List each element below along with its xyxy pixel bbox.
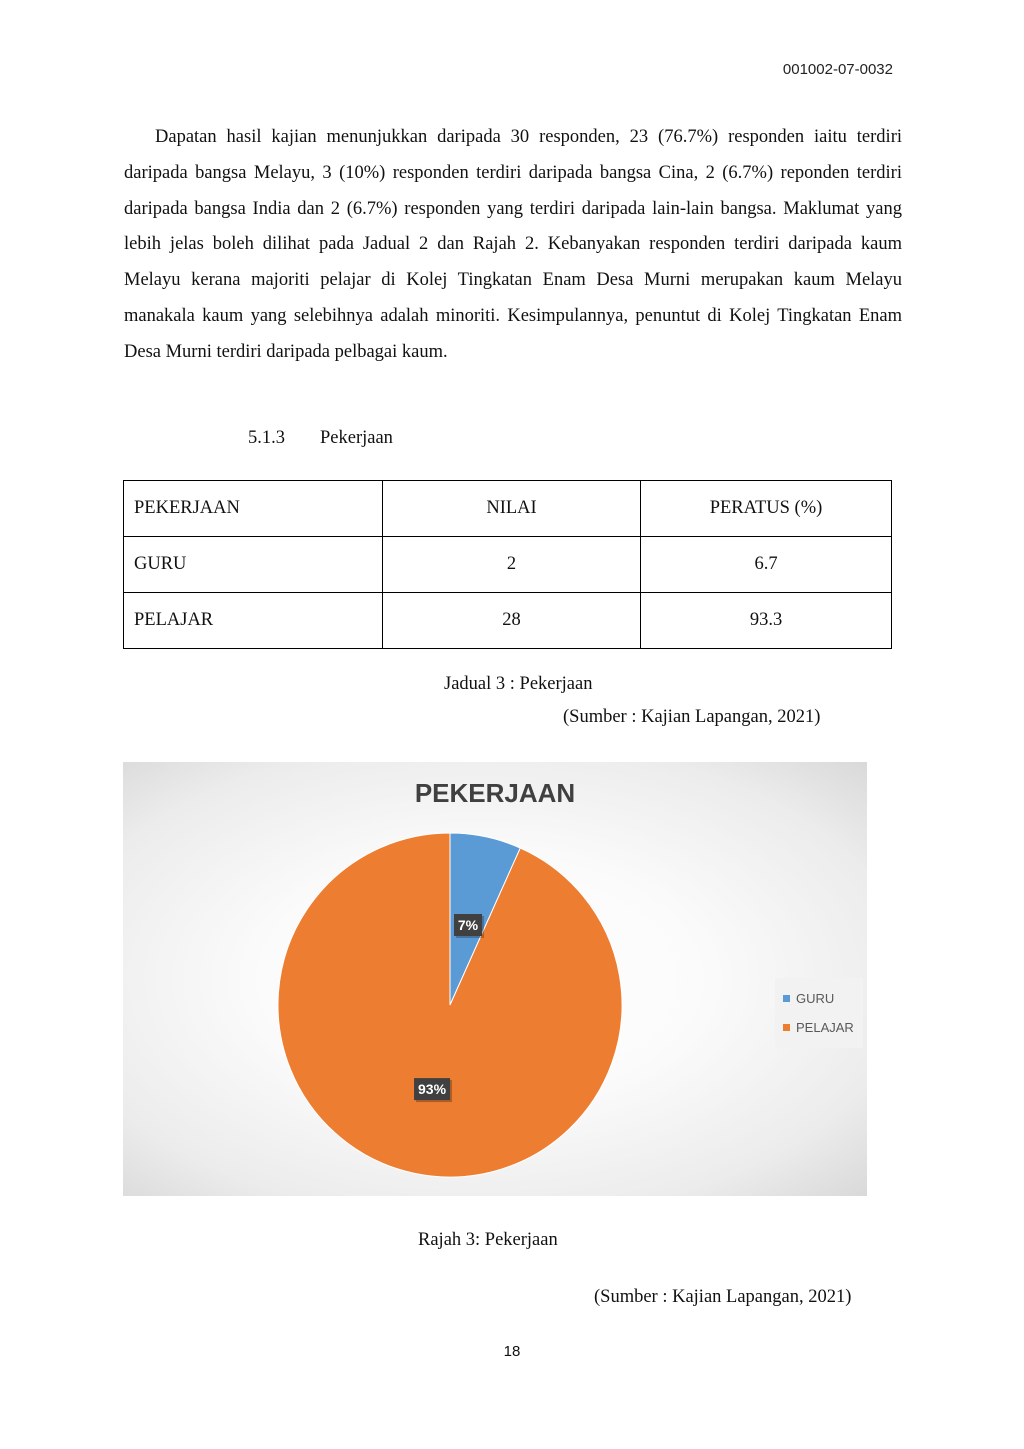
table-cell: 28 [383, 593, 641, 649]
data-label-guru [454, 914, 484, 938]
chart-title: PEKERJAAN [414, 778, 576, 808]
pie-chart-plot [123, 762, 867, 1196]
legend-item-pelajar [783, 1013, 863, 1042]
chart-legend [775, 978, 863, 1048]
table-header-cell: PEKERJAAN [124, 481, 383, 537]
chart-source: (Sumber : Kajian Lapangan, 2021) [594, 1287, 852, 1307]
section-title: Pekerjaan [320, 428, 393, 448]
table-header-row [124, 481, 892, 537]
legend-item-guru [783, 984, 863, 1013]
table-row [124, 593, 892, 649]
svg-text:93%: 93% [418, 1081, 447, 1098]
pie-chart [123, 762, 867, 1196]
document-code: 001002-07-0032 [782, 61, 893, 78]
table-cell: 2 [383, 537, 641, 593]
data-label-pelajar [414, 1078, 452, 1102]
table-source: (Sumber : Kajian Lapangan, 2021) [563, 707, 821, 727]
svg-text:7%: 7% [457, 917, 479, 933]
body-paragraph: Dapatan hasil kajian menunjukkan daripada 30 responden, 23 (76.7%) responden iaitu terdiri daripada bangsa Melayu, 3 (10%) responden terdiri daripada bangsa Cina, 2 (6.7%) reponden terdiri daripada bangsa India dan 2 (6.7%) responden yang terdiri daripada lain-lain bangsa. Maklumat yang lebih jelas boleh dilihat pada Jadual 2 dan Rajah 2. Kebanyakan responden terdiri daripada kaum Melayu kerana majoriti pelajar di Kolej Tingkatan Enam Desa Murni merupakan kaum Melayu manakala kaum yang selebihnya adalah minoriti. Kesimpulannya, penuntut di Kolej Tingkatan Enam Desa Murni terdiri daripada pelbagai kaum. [124, 127, 902, 362]
page-number: 18 [503, 1343, 521, 1360]
occupation-table [123, 480, 892, 649]
pie-slice-pelajar [278, 833, 622, 1177]
table-cell: GURU [124, 537, 383, 593]
legend-label: PELAJAR [796, 1020, 854, 1035]
chart-caption: Rajah 3: Pekerjaan [418, 1230, 558, 1250]
table-cell: PELAJAR [124, 593, 383, 649]
table-header-cell: PERATUS (%) [641, 481, 892, 537]
table-caption: Jadual 3 : Pekerjaan [444, 674, 593, 694]
table-header-cell: NILAI [383, 481, 641, 537]
legend-swatch [783, 995, 790, 1002]
table-cell: 6.7 [641, 537, 892, 593]
section-heading [248, 428, 393, 449]
table-row [124, 537, 892, 593]
legend-swatch [783, 1024, 790, 1031]
table-cell: 93.3 [641, 593, 892, 649]
section-number: 5.1.3 [248, 428, 285, 448]
legend-label: GURU [796, 991, 835, 1006]
